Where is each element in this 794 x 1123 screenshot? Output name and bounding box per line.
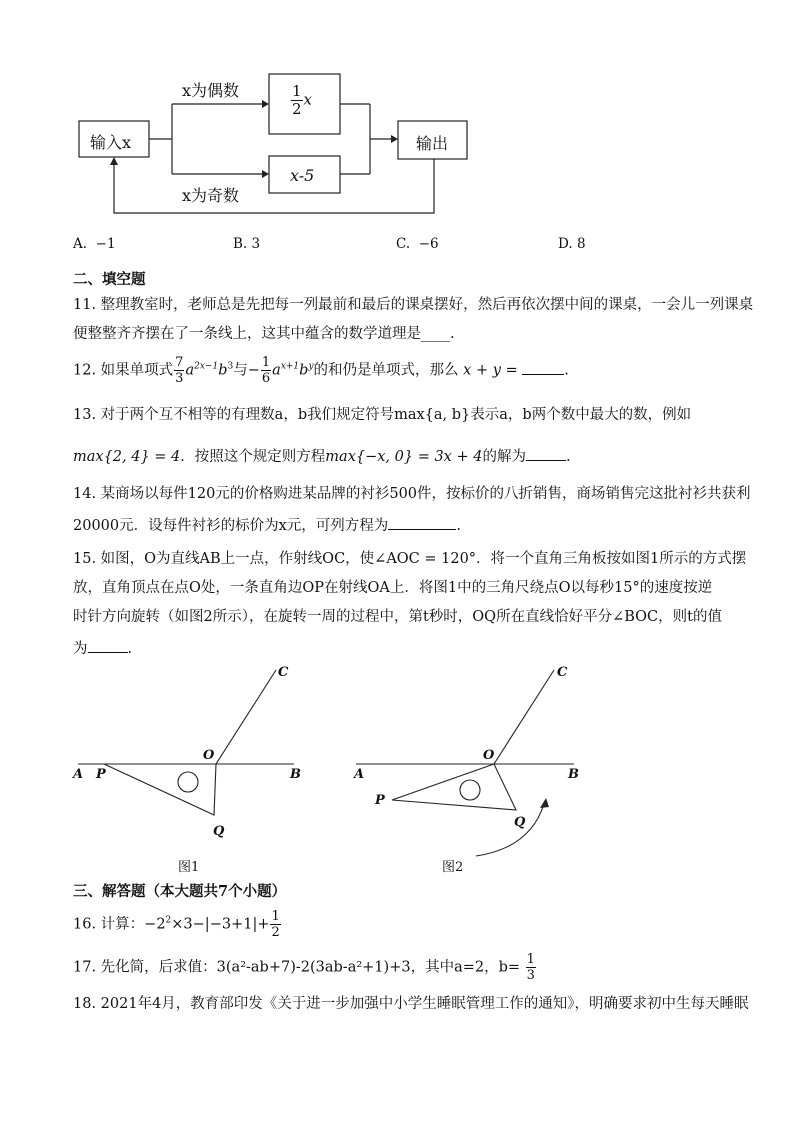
fig2-triangle (392, 764, 516, 810)
q12-mid: 与− (233, 362, 260, 379)
q17-frac-num: 1 (526, 952, 535, 967)
option-letter: B. (233, 236, 248, 252)
option-text: −6 (418, 236, 439, 252)
option-text: −1 (95, 236, 116, 252)
option-letter: D. (558, 236, 573, 252)
half-denominator: 2 (292, 100, 302, 118)
half-expression (290, 84, 312, 117)
q12-end: . (564, 362, 569, 379)
q12-term2b: b (299, 362, 309, 379)
q13-end: . (565, 449, 571, 465)
q12-term2: a (272, 362, 281, 379)
q17 (73, 953, 537, 982)
q16-prefix: 16. 计算：−2 (73, 916, 166, 933)
q15-end: . (127, 641, 133, 657)
q13-text: ．按照这个规定则方程 (180, 449, 326, 465)
q14-text: 20000元．设每件衬衫的标价为x元，可列方程为 (73, 518, 389, 534)
fig2-circle (460, 780, 480, 800)
q12-term1-exp: 2x−1 (194, 361, 219, 372)
option-text: 3 (251, 236, 261, 252)
q12-term1b: b (218, 362, 228, 379)
q15-answer-blank (88, 640, 128, 653)
q15-text: 为 (73, 641, 88, 657)
odd-label: x为奇数 (182, 186, 240, 205)
arrow-head (262, 100, 269, 108)
q17-text: 17. 先化简，后求值：3(a²-ab+7)-2(3ab-a²+1)+3，其中a=2，b= (73, 959, 521, 976)
q12-frac1-num: 7 (175, 355, 184, 370)
fig1-label-c: C (278, 665, 289, 680)
q15-line4 (73, 640, 132, 657)
fig2-label-q: Q (514, 815, 526, 830)
arrow-head (262, 170, 269, 178)
q14-line1: 14. 某商场以每件120元的价格购进某品牌的衬衫500件，按标价的八折销售，商场销售完这批衬衫共获利 (73, 486, 751, 502)
q15-line1: 15. 如图，O为直线AB上一点，作射线OC，使∠AOC = 120°．将一个直角三角板按如图1所示的方式摆 (73, 551, 747, 567)
option-letter: A. (73, 236, 88, 252)
q16-exponent: 2 (165, 915, 172, 926)
fig1-circle (178, 772, 198, 792)
q13-equation: max{−x, 0} = 3x + 4 (325, 449, 483, 465)
fig2-ray-oc (494, 670, 554, 764)
even-label: x为偶数 (182, 81, 240, 100)
q16-middle: ×3−|−3+1|+ (171, 916, 270, 933)
arrow-head (391, 135, 398, 143)
q12-term1b-exp: 3 (227, 361, 234, 372)
q12-term1: a (185, 362, 195, 379)
option-letter: C. (396, 236, 411, 252)
half-variable: x (303, 90, 313, 109)
option-a (73, 236, 116, 252)
section-2-title: 二、填空题 (73, 271, 146, 288)
fig2-label-c: C (557, 665, 568, 680)
fig2-label-b: B (568, 767, 579, 782)
fig1-label-b: B (290, 767, 301, 782)
q18-line1: 18. 2021年4月，教育部印发《关于进一步加强中小学生睡眠管理工作的通知》，明确要求初中生每天睡眠 (73, 996, 749, 1012)
fig1-label-q: Q (213, 824, 225, 839)
fig1-label-o: O (203, 748, 215, 763)
section-3-title: 三、解答题（本大题共7个小题） (73, 883, 287, 900)
half-numerator: 1 (292, 82, 302, 100)
q12-frac1-den: 3 (175, 371, 184, 386)
q17-frac-den: 3 (526, 968, 535, 983)
q14-answer-blank (388, 517, 456, 530)
rotation-arrowhead (540, 798, 549, 808)
q12-post: 的和仍是单项式，那么 (313, 362, 459, 379)
fig2-label-a: A (354, 767, 365, 782)
q13-answer-blank (526, 448, 566, 461)
q12-prefix: 12. 如果单项式 (73, 362, 174, 379)
minus-five-label: x-5 (290, 166, 315, 185)
fig2-label-p: P (375, 793, 385, 808)
option-d (558, 236, 586, 252)
q13-example: max{2, 4} = 4 (73, 449, 181, 465)
q16-frac-den: 2 (271, 925, 280, 940)
output-label: 输出 (416, 134, 449, 153)
flowchart-diagram (0, 0, 794, 240)
geometry-figures (0, 660, 794, 875)
fig2-label-o: O (483, 748, 495, 763)
input-label: 输入x (90, 133, 132, 152)
option-text: 8 (576, 236, 586, 252)
q11-line2: 便整整齐齐摆在了一条线上，这其中蕴含的数学道理是____. (73, 326, 455, 342)
q12-frac2-num: 1 (261, 355, 271, 370)
option-c (396, 236, 439, 252)
q12 (73, 356, 569, 385)
q13-line1: 13. 对于两个互不相等的有理数a，b我们规定符号max{a, b}表示a，b两个数中最大的数，例如 (73, 407, 692, 423)
q12-answer-blank (522, 362, 564, 375)
q13-line2 (73, 448, 571, 465)
q14-end: . (456, 518, 461, 534)
arrow-head (110, 157, 118, 165)
q15-line2: 放，直角顶点在点O处，一条直角边OP在射线OA上．将图1中的三角尺绕点O以每秒15°的速度按逆 (73, 580, 713, 596)
fig1-triangle (104, 764, 216, 815)
q16-frac-num: 1 (271, 909, 280, 924)
fig2-caption: 图2 (442, 860, 464, 875)
q13-text2: 的解为 (482, 449, 526, 465)
rotation-arrow (476, 804, 544, 856)
q12-expression: x + y = (463, 362, 518, 379)
q12-term2-exp: x+1 (280, 361, 300, 372)
fig1-label-a: A (73, 767, 84, 782)
q12-term2b-exp: y (308, 361, 314, 372)
q11-line1: 11. 整理教室时，老师总是先把每一列最前和最后的课桌摆好，然后再依次摆中间的课桌，一会儿一列课桌 (73, 297, 754, 313)
q14-line2 (73, 517, 461, 534)
fig1-label-p: P (96, 767, 106, 782)
q15-line3: 时针方向旋转（如图2所示），在旋转一周的过程中，第t秒时，OQ所在直线恰好平分∠BOC，则t的值 (73, 609, 722, 625)
fig1-caption: 图1 (178, 860, 200, 875)
option-b (233, 236, 260, 252)
loop-back-line (114, 159, 434, 213)
q16 (73, 910, 282, 939)
fig1-ray-oc (216, 670, 276, 764)
q12-frac2-den: 6 (261, 371, 271, 386)
